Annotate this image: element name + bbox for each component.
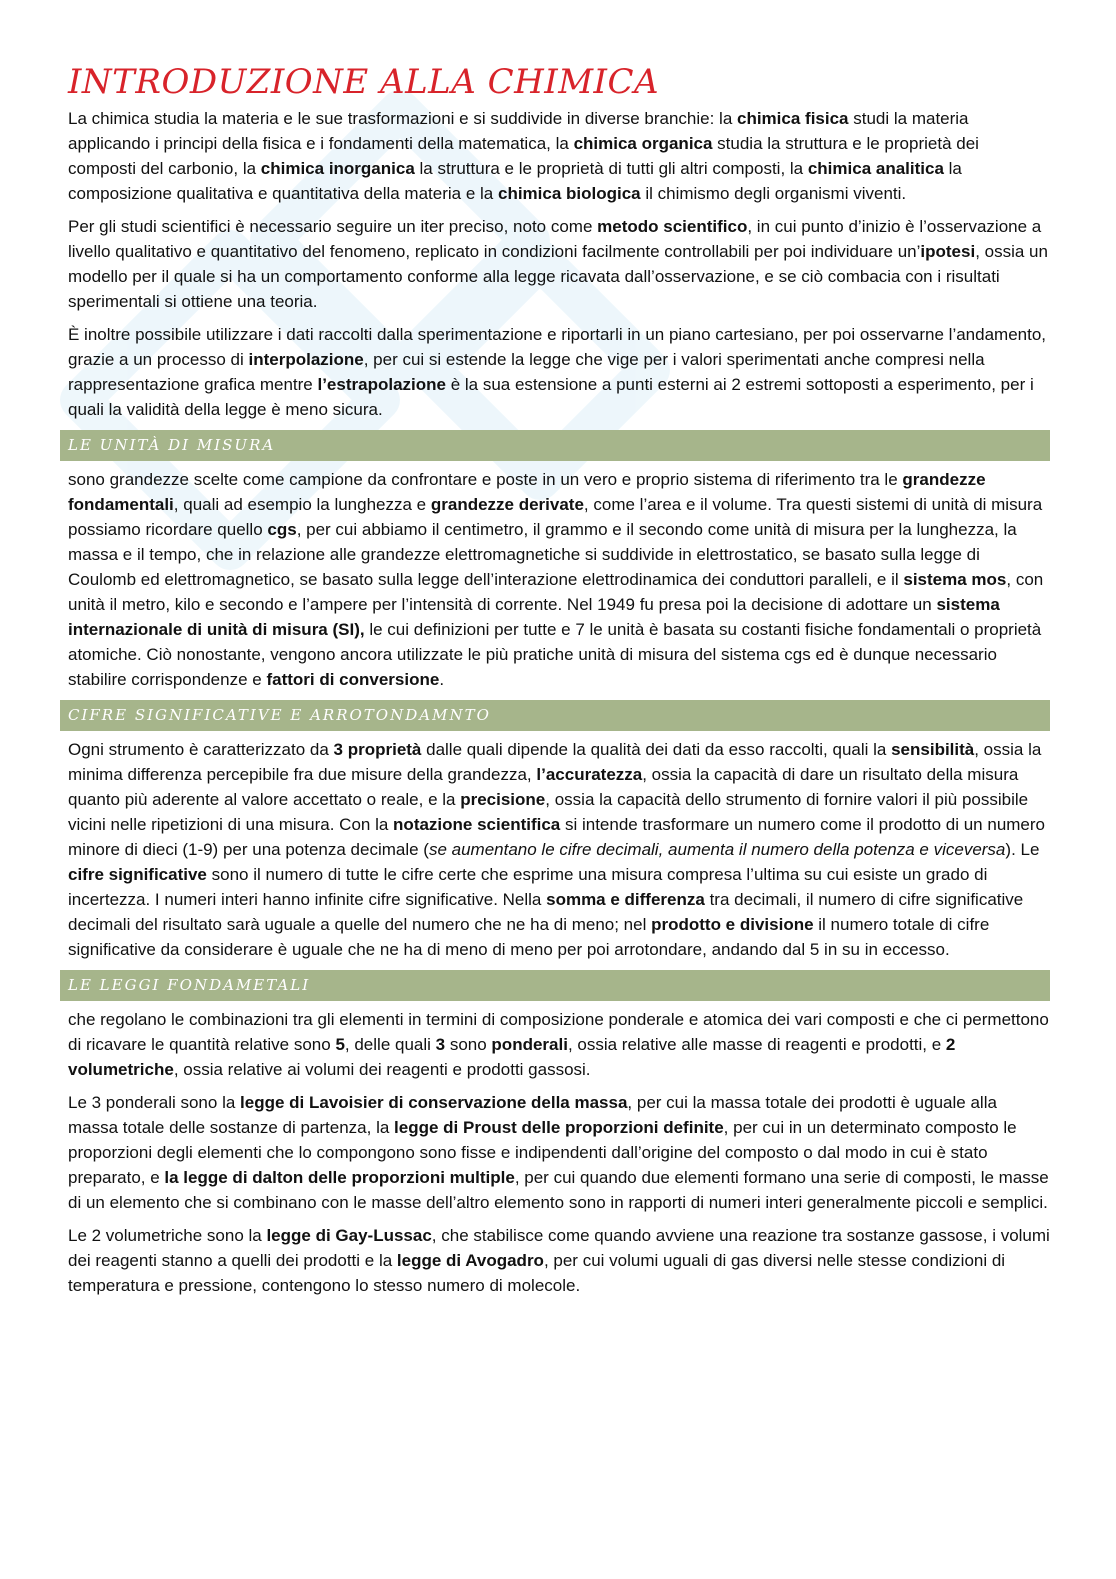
section-heading-unita-di-misura: LE UNITÀ DI MISURA <box>60 430 1050 461</box>
unita-paragraph: sono grandezze scelte come campione da confrontare e poste in un vero e proprio sistema di riferimento tra le grandezze fondamentali, quali ad esempio la lunghezza e grandezze derivate, come l’area e il volume. Tra questi sistemi di unità di misura possiamo ricordare quello cgs, per cui abbiamo il centimetro, il grammo e il secondo come unità di misura per la lunghezza, la massa e il tempo, che in relazione alle grandezze elettromagnetiche si suddivide in elettrostatico, se basato sulla legge di Coulomb ed elettromagnetico, se basato sulla legge dell’interazione elettrodinamica dei conduttori paralleli, e il sistema mos, con unità il metro, kilo e secondo e l’ampere per l’intensità di corrente. Nel 1949 fu presa poi la decisione di adottare un sistema internazionale di unità di misura (SI), le cui definizioni per tutte e 7 le unità è basata su costanti fisiche fondamentali o proprietà atomiche. Ciò nonostante, vengono ancora utilizzate le più pratiche unità di misura del sistema cgs ed è dunque necessario stabilire corrispondenze e fattori di conversione. <box>68 470 1044 689</box>
document-page <box>60 62 1050 1306</box>
leggi-paragraph-1: che regolano le combinazioni tra gli elementi in termini di composizione ponderale e atomica dei vari composti e che ci permettono di ricavare le quantità relative sono 5, delle quali 3 sono ponderali, ossia relative alle masse di reagenti e prodotti, e 2 volumetriche, ossia relative ai volumi dei reagenti e prodotti gassosi. <box>68 1010 1049 1079</box>
leggi-paragraph-3: Le 2 volumetriche sono la legge di Gay-Lussac, che stabilisce come quando avviene una reazione tra sostanze gassose, i volumi dei reagenti stanno a quelli dei prodotti e la legge di Avogadro, per cui volumi uguali di gas diversi nelle stesse condizioni di temperatura e pressione, contengono lo stesso numero di molecole. <box>68 1226 1050 1295</box>
section-heading-leggi-fondamentali: LE LEGGI FONDAMETALI <box>60 970 1050 1001</box>
leggi-paragraph-2: Le 3 ponderali sono la legge di Lavoisier di conservazione della massa, per cui la massa totale dei prodotti è uguale alla massa totale delle sostanze di partenza, la legge di Proust delle proporzioni definite, per cui in un determinato composto le proporzioni degli elementi che lo compongono sono fisse e indipendenti dall’origine del composto o dal modo in cui è stato preparato, e la legge di dalton delle proporzioni multiple, per cui quando due elementi formano una serie di composti, le masse di un elemento che si combinano con le masse dell’altro elemento sono in rapporti di numeri interi generalmente piccoli e semplici. <box>68 1093 1049 1212</box>
intro-paragraph-2: Per gli studi scientifici è necessario seguire un iter preciso, noto come metodo scientifico, in cui punto d’inizio è l’osservazione a livello qualitativo e quantitativo del fenomeno, replicato in condizioni facilmente controllabili per poi individuare un’ipotesi, ossia un modello per il quale si ha un comportamento conforme alla legge ricavata dall’osservazione, e se ciò combacia con i risultati sperimentali si ottiene una teoria. <box>68 217 1048 311</box>
intro-paragraph-1: La chimica studia la materia e le sue trasformazioni e si suddivide in diverse branchie: la chimica fisica studi la materia applicando i principi della fisica e i fondamenti della matematica, la chimica organica studia la struttura e le proprietà dei composti del carbonio, la chimica inorganica la struttura e le proprietà di tutti gli altri composti, la chimica analitica la composizione qualitativa e quantitativa della materia e la chimica biologica il chimismo degli organismi viventi. <box>68 109 979 203</box>
section-heading-cifre-significative: CIFRE SIGNIFICATIVE E ARROTONDAMNTO <box>60 700 1050 731</box>
intro-paragraph-3: È inoltre possibile utilizzare i dati raccolti dalla sperimentazione e riportarli in un piano cartesiano, per poi osservarne l’andamento, grazie a un processo di interpolazione, per cui si estende la legge che vige per i valori sperimentati anche compresi nella rappresentazione grafica mentre l’estrapolazione è la sua estensione a punti esterni ai 2 estremi sottoposti a esperimento, per i quali la validità della legge è meno sicura. <box>68 325 1047 419</box>
page-title: INTRODUZIONE ALLA CHIMICA <box>68 62 660 102</box>
cifre-paragraph: Ogni strumento è caratterizzato da 3 proprietà dalle quali dipende la qualità dei dati da esso raccolti, quali la sensibilità, ossia la minima differenza percepibile fra due misure della grandezza, l’accuratezza, ossia la capacità di dare un risultato della misura quanto più aderente al valore accettato o reale, e la precisione, ossia la capacità dello strumento di fornire valori il più possibile vicini nelle ripetizioni di una misura. Con la notazione scientifica si intende trasformare un numero come il prodotto di un numero minore di dieci (1-9) per una potenza decimale (se aumentano le cifre decimali, aumenta il numero della potenza e viceversa). Le cifre significative sono il numero di tutte le cifre certe che esprime una misura compresa l’ultima su cui esiste un grado di incertezza. I numeri interi hanno infinite cifre significative. Nella somma e differenza tra decimali, il numero di cifre significative decimali del risultato sarà uguale a quelle del numero che ne ha di meno; nel prodotto e divisione il numero totale di cifre significative da considerare è uguale che ne ha di meno di meno per poi arrotondare, andando dal 5 in su in eccesso. <box>68 740 1045 959</box>
